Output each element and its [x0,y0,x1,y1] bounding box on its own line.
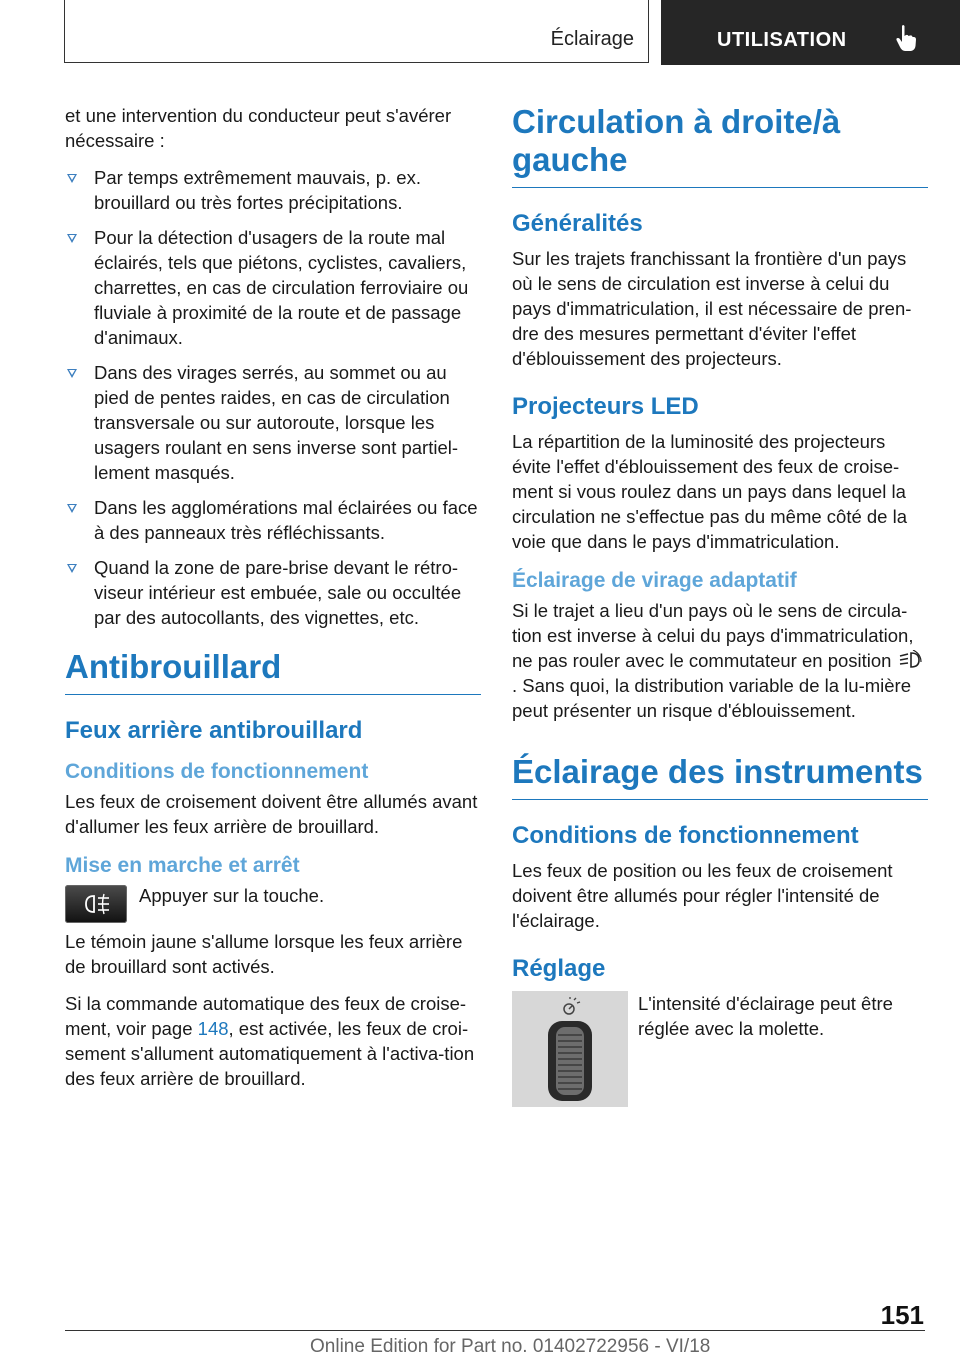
led-paragraph: La répartition de la luminosité des projecteurs évite l'effet d'éblouissement des feux de croise-ment si vous roulez dans un pays dans lequel la circulation ne s'effectue pas du même côté de la voie que dans le pays d'immatriculation. [512,431,908,552]
thumbwheel-image [512,991,628,1107]
heading-reglage: Réglage [512,955,606,982]
virage-paragraph [512,598,928,723]
triangle-bullet-icon [67,174,77,183]
fog-button-figure-row [65,883,481,923]
indicator-paragraph: Le témoin jaune s'allume lorsque les feux arrière de brouillard sont activés. [65,931,463,977]
auto-text-end: , est activée, les feux de croi-sement s'allument automatiquement à l'activa-tion des feux arrière de brouillard. [65,1018,475,1089]
thumbwheel-icon [546,1019,594,1103]
heading-virage-adaptatif: Éclairage de virage adaptatif [512,569,797,592]
virage-text-end: . Sans quoi, la distribution variable de la lu-mière peut présenter un risque d'éblouissement. [512,675,911,721]
header-chapter-title: UTILISATION [717,29,847,51]
list-item [65,555,481,630]
press-instruction: Appuyer sur la touche. [139,885,325,906]
heading-conditions-instruments: Conditions de fonctionnement [512,822,859,849]
footer-edition: Online Edition for Part no. 01402722956 - VI/18 [310,1336,711,1357]
list-item-text: Par temps extrêmement mauvais, p. ex. brouillard ou très fortes précipitations. [94,167,421,213]
heading-mise-en-marche: Mise en marche et arrêt [65,854,300,877]
thumbwheel-figure-row [512,991,928,1107]
page-number: 151 [880,1300,924,1330]
header-chapter-tab [661,0,960,65]
intro-paragraph: et une intervention du conducteur peut s'avérer nécessaire : [65,105,452,151]
generalites-paragraph: Sur les trajets franchissant la frontière d'un pays où le sens de circulation est inverse à celui du pays d'immatriculation, il est nécessaire de pren-dre des mesures permettant d'éviter l'effet d'éblouissement des projecteurs. [512,248,912,369]
heading-generalites: Généralités [512,210,643,237]
right-column [512,103,928,1113]
list-item [65,360,481,485]
triangle-bullet-icon [67,504,77,513]
header-section-title: Éclairage [550,28,634,50]
list-item [65,495,481,545]
list-item-text: Dans des virages serrés, au sommet ou au pied de pentes raides, en cas de circulation transversale ou sur autoroute, lorsque les usagers roulant en sens inverse sont partiel-lement masqués. [94,362,459,483]
list-item [65,165,481,215]
conditions-list [65,165,481,630]
header-section-tab [64,0,649,63]
triangle-bullet-icon [67,564,77,573]
pointing-hand-icon [895,24,917,52]
conditions-instruments-paragraph: Les feux de position ou les feux de croisement doivent être allumés pour régler l'intensité de l'éclairage. [512,860,893,931]
triangle-bullet-icon [67,369,77,378]
rear-fog-light-icon [83,893,111,915]
auto-text-start: Si la commande automatique des feux de croise-ment, voir page [65,993,467,1039]
virage-text-start: Si le trajet a lieu d'un pays où le sens de circula-tion est inverse à celui du pays d'immatriculation, ne pas rouler avec le commutateur en position [512,600,914,671]
triangle-bullet-icon [67,234,77,243]
instrument-lighting-icon [560,997,582,1017]
list-item [65,225,481,350]
footer-divider [65,1330,925,1331]
heading-conditions: Conditions de fonctionnement [65,760,369,783]
conditions-paragraph: Les feux de croisement doivent être allumés avant d'allumer les feux arrière de brouillard. [65,791,478,837]
heading-antibrouillard: Antibrouillard [65,648,481,695]
heading-circulation: Circulation à droite/à gauche [512,103,928,188]
heading-projecteurs-led: Projecteurs LED [512,393,699,420]
left-column [65,103,481,1103]
fog-light-button-image [65,885,127,923]
reglage-paragraph: L'intensité d'éclairage peut être réglée avec la molette. [638,993,893,1039]
list-item-text: Quand la zone de pare-brise devant le rétro-viseur intérieur est embuée, sale ou occultée par des autocollants, des vignettes, etc. [94,557,462,628]
heading-eclairage-instruments: Éclairage des instruments [512,753,928,800]
list-item-text: Pour la détection d'usagers de la route mal éclairés, tels que piétons, cyclistes, cavaliers, charrettes, en cas de circulation ferroviaire ou fluviale à proximité de la route et de passage d'animaux. [94,227,469,348]
heading-feux-arriere: Feux arrière antibrouillard [65,717,363,744]
page-link[interactable]: 148 [197,1018,229,1039]
list-item-text: Dans les agglomérations mal éclairées ou face à des panneaux très réfléchissants. [94,497,478,543]
auto-paragraph [65,991,481,1091]
headlight-switch-icon [897,650,923,670]
